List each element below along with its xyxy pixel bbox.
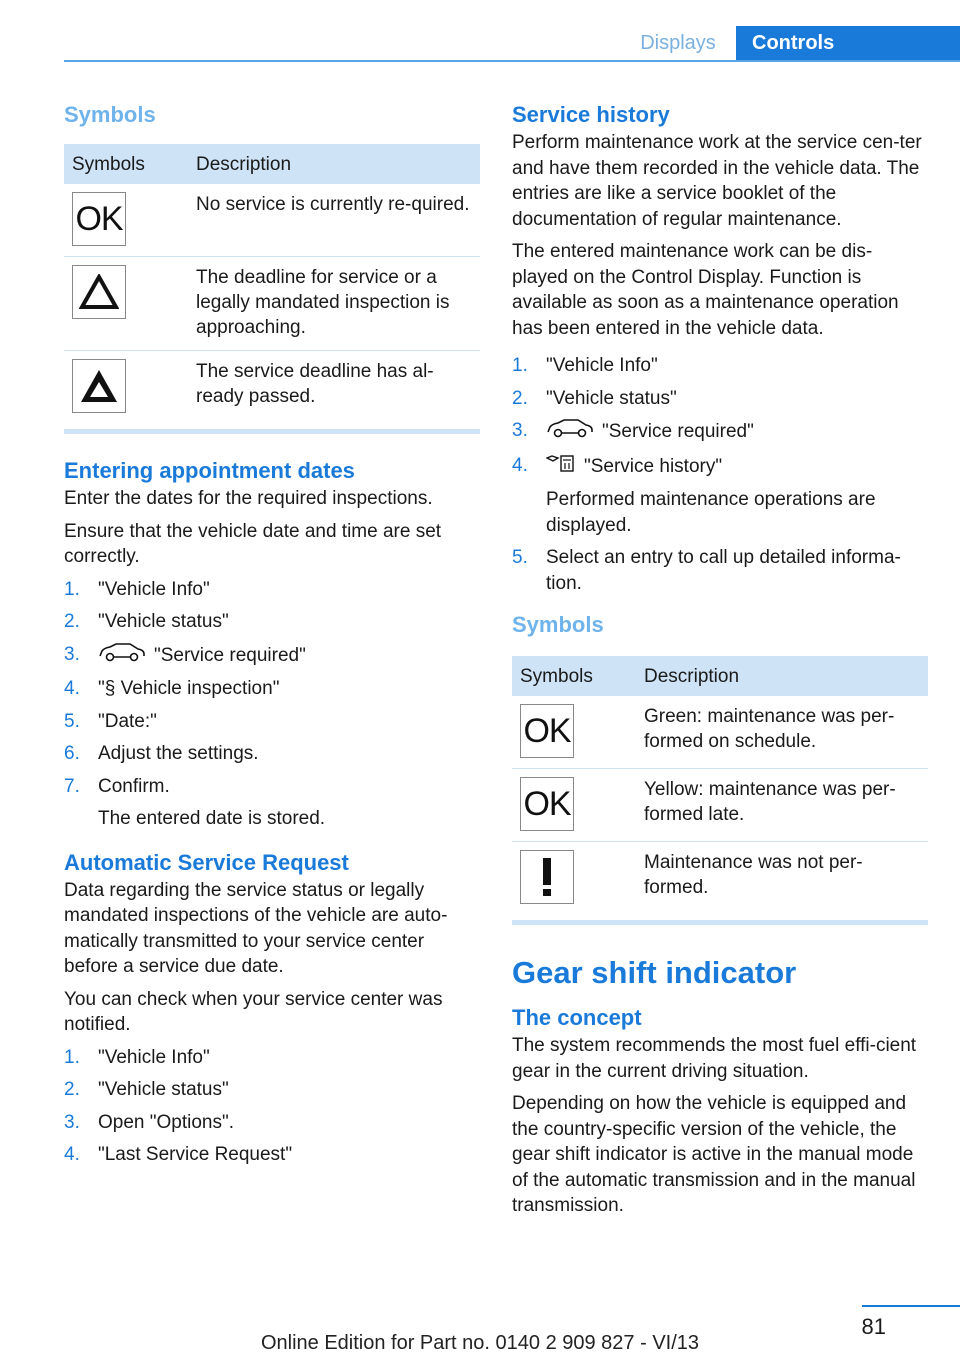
list-item: 4. "Last Service Request" (64, 1144, 293, 1165)
exclamation-icon (520, 850, 574, 904)
table-end-rule (64, 429, 480, 434)
table-row (64, 184, 480, 257)
ok-icon: OK (520, 704, 574, 758)
list-item: 2. "Vehicle status" (64, 1079, 229, 1100)
list-item: 1. "Vehicle Info" (64, 1046, 210, 1068)
row-description: The deadline for service or a legally mandated inspection is approaching. (188, 257, 480, 351)
list-item: 1. "Vehicle Info" (64, 578, 210, 600)
left-column (64, 100, 480, 1180)
list-item: 2. "Vehicle status" (512, 387, 677, 409)
list-item: 3. Open "Options". (64, 1111, 235, 1133)
service-symbols-table (64, 144, 480, 423)
list-item: 1. "Vehicle Info" (512, 355, 658, 376)
service-history-text: Perform maintenance work at the service cen‐ter and have them recorded in the vehicle data. The entries are like a service booklet of the documentation of regular maintenance. (512, 132, 922, 230)
list-item: 5. Select an entry to call up detailed informa‐tion. (512, 547, 901, 594)
service-history-steps (512, 353, 928, 596)
concept-text: Depending on how the vehicle is equipped and the country-specific version of the vehicle, the gear shift indicator is active in the manual mode of the automatic transmission and in the manual transmission. (512, 1093, 916, 1216)
list-item: 4. "§ Vehicle inspection" (64, 678, 280, 699)
table-row (64, 257, 480, 351)
col-description-header: Description (636, 656, 928, 696)
step-note: Performed maintenance operations are displayed. (546, 489, 876, 536)
row-description: The service deadline has al‐ready passed. (196, 361, 434, 407)
list-item: 7. Confirm. The entered date is stored. (64, 774, 480, 832)
tab-displays[interactable]: Displays (640, 32, 716, 54)
list-item: 4. "Service history" Performed maintenance operations are displayed. (512, 453, 928, 539)
car-icon (98, 642, 146, 670)
auto-service-heading: Automatic Service Request (64, 849, 349, 875)
table-end-rule (512, 920, 928, 925)
auto-service-steps (64, 1045, 480, 1168)
concept-heading: The concept (512, 1005, 642, 1030)
service-history-icon (546, 453, 576, 481)
page-number-rule (862, 1305, 960, 1307)
service-history-heading: Service history (512, 102, 670, 127)
appointment-text: Enter the dates for the required inspections. (64, 488, 433, 509)
car-icon (546, 418, 594, 446)
list-item: 3. "Service required" (64, 642, 480, 670)
table-row (512, 769, 928, 842)
row-description: No service is currently re‐quired. (188, 184, 480, 257)
auto-service-text: You can check when your service center was notified. (64, 988, 443, 1035)
warning-triangle-filled-icon (72, 359, 126, 413)
warning-triangle-outline-icon (72, 265, 126, 319)
table-row (512, 696, 928, 769)
list-item: 2. "Vehicle status" (64, 611, 229, 632)
col-description-header: Description (188, 144, 480, 184)
ok-icon: OK (72, 192, 126, 246)
table-row (64, 351, 480, 424)
appointment-steps (64, 577, 480, 832)
appointment-heading: Entering appointment dates (64, 458, 355, 483)
row-description: Maintenance was not per‐formed. (644, 852, 863, 898)
right-column (512, 100, 928, 1226)
footer-edition: Online Edition for Part no. 0140 2 909 827 - VI/13 (260, 1332, 700, 1354)
tab-controls[interactable]: Controls (736, 26, 960, 62)
gear-shift-heading: Gear shift indicator (512, 955, 797, 990)
appointment-text: Ensure that the vehicle date and time are set correctly. (64, 520, 442, 567)
ok-icon: OK (520, 777, 574, 831)
page-number: 81 (861, 1314, 886, 1339)
step-note: The entered date is stored. (98, 808, 326, 829)
concept-text: The system recommends the most fuel effi‐cient gear in the current driving situation. (512, 1035, 917, 1082)
history-symbols-table (512, 656, 928, 914)
row-description: Yellow: maintenance was per‐formed late. (636, 769, 928, 842)
row-description: Green: maintenance was per‐formed on schedule. (636, 696, 928, 769)
symbols-heading: Symbols (64, 102, 156, 127)
header-rule (64, 60, 960, 62)
symbols-heading: Symbols (512, 612, 604, 637)
list-item: 6. Adjust the settings. (64, 743, 259, 764)
list-item: 5. "Date:" (64, 710, 157, 732)
col-symbols-header: Symbols (512, 656, 636, 696)
list-item: 3. "Service required" (512, 418, 928, 446)
table-row (512, 842, 928, 915)
col-symbols-header: Symbols (64, 144, 188, 184)
auto-service-text: Data regarding the service status or legally mandated inspections of the vehicle are auto‐matically transmitted to your service center before a service due date. (64, 879, 448, 977)
service-history-text: The entered maintenance work can be dis‐played on the Control Display. Function is available as soon as a maintenance operation has been entered in the vehicle data. (512, 241, 899, 339)
